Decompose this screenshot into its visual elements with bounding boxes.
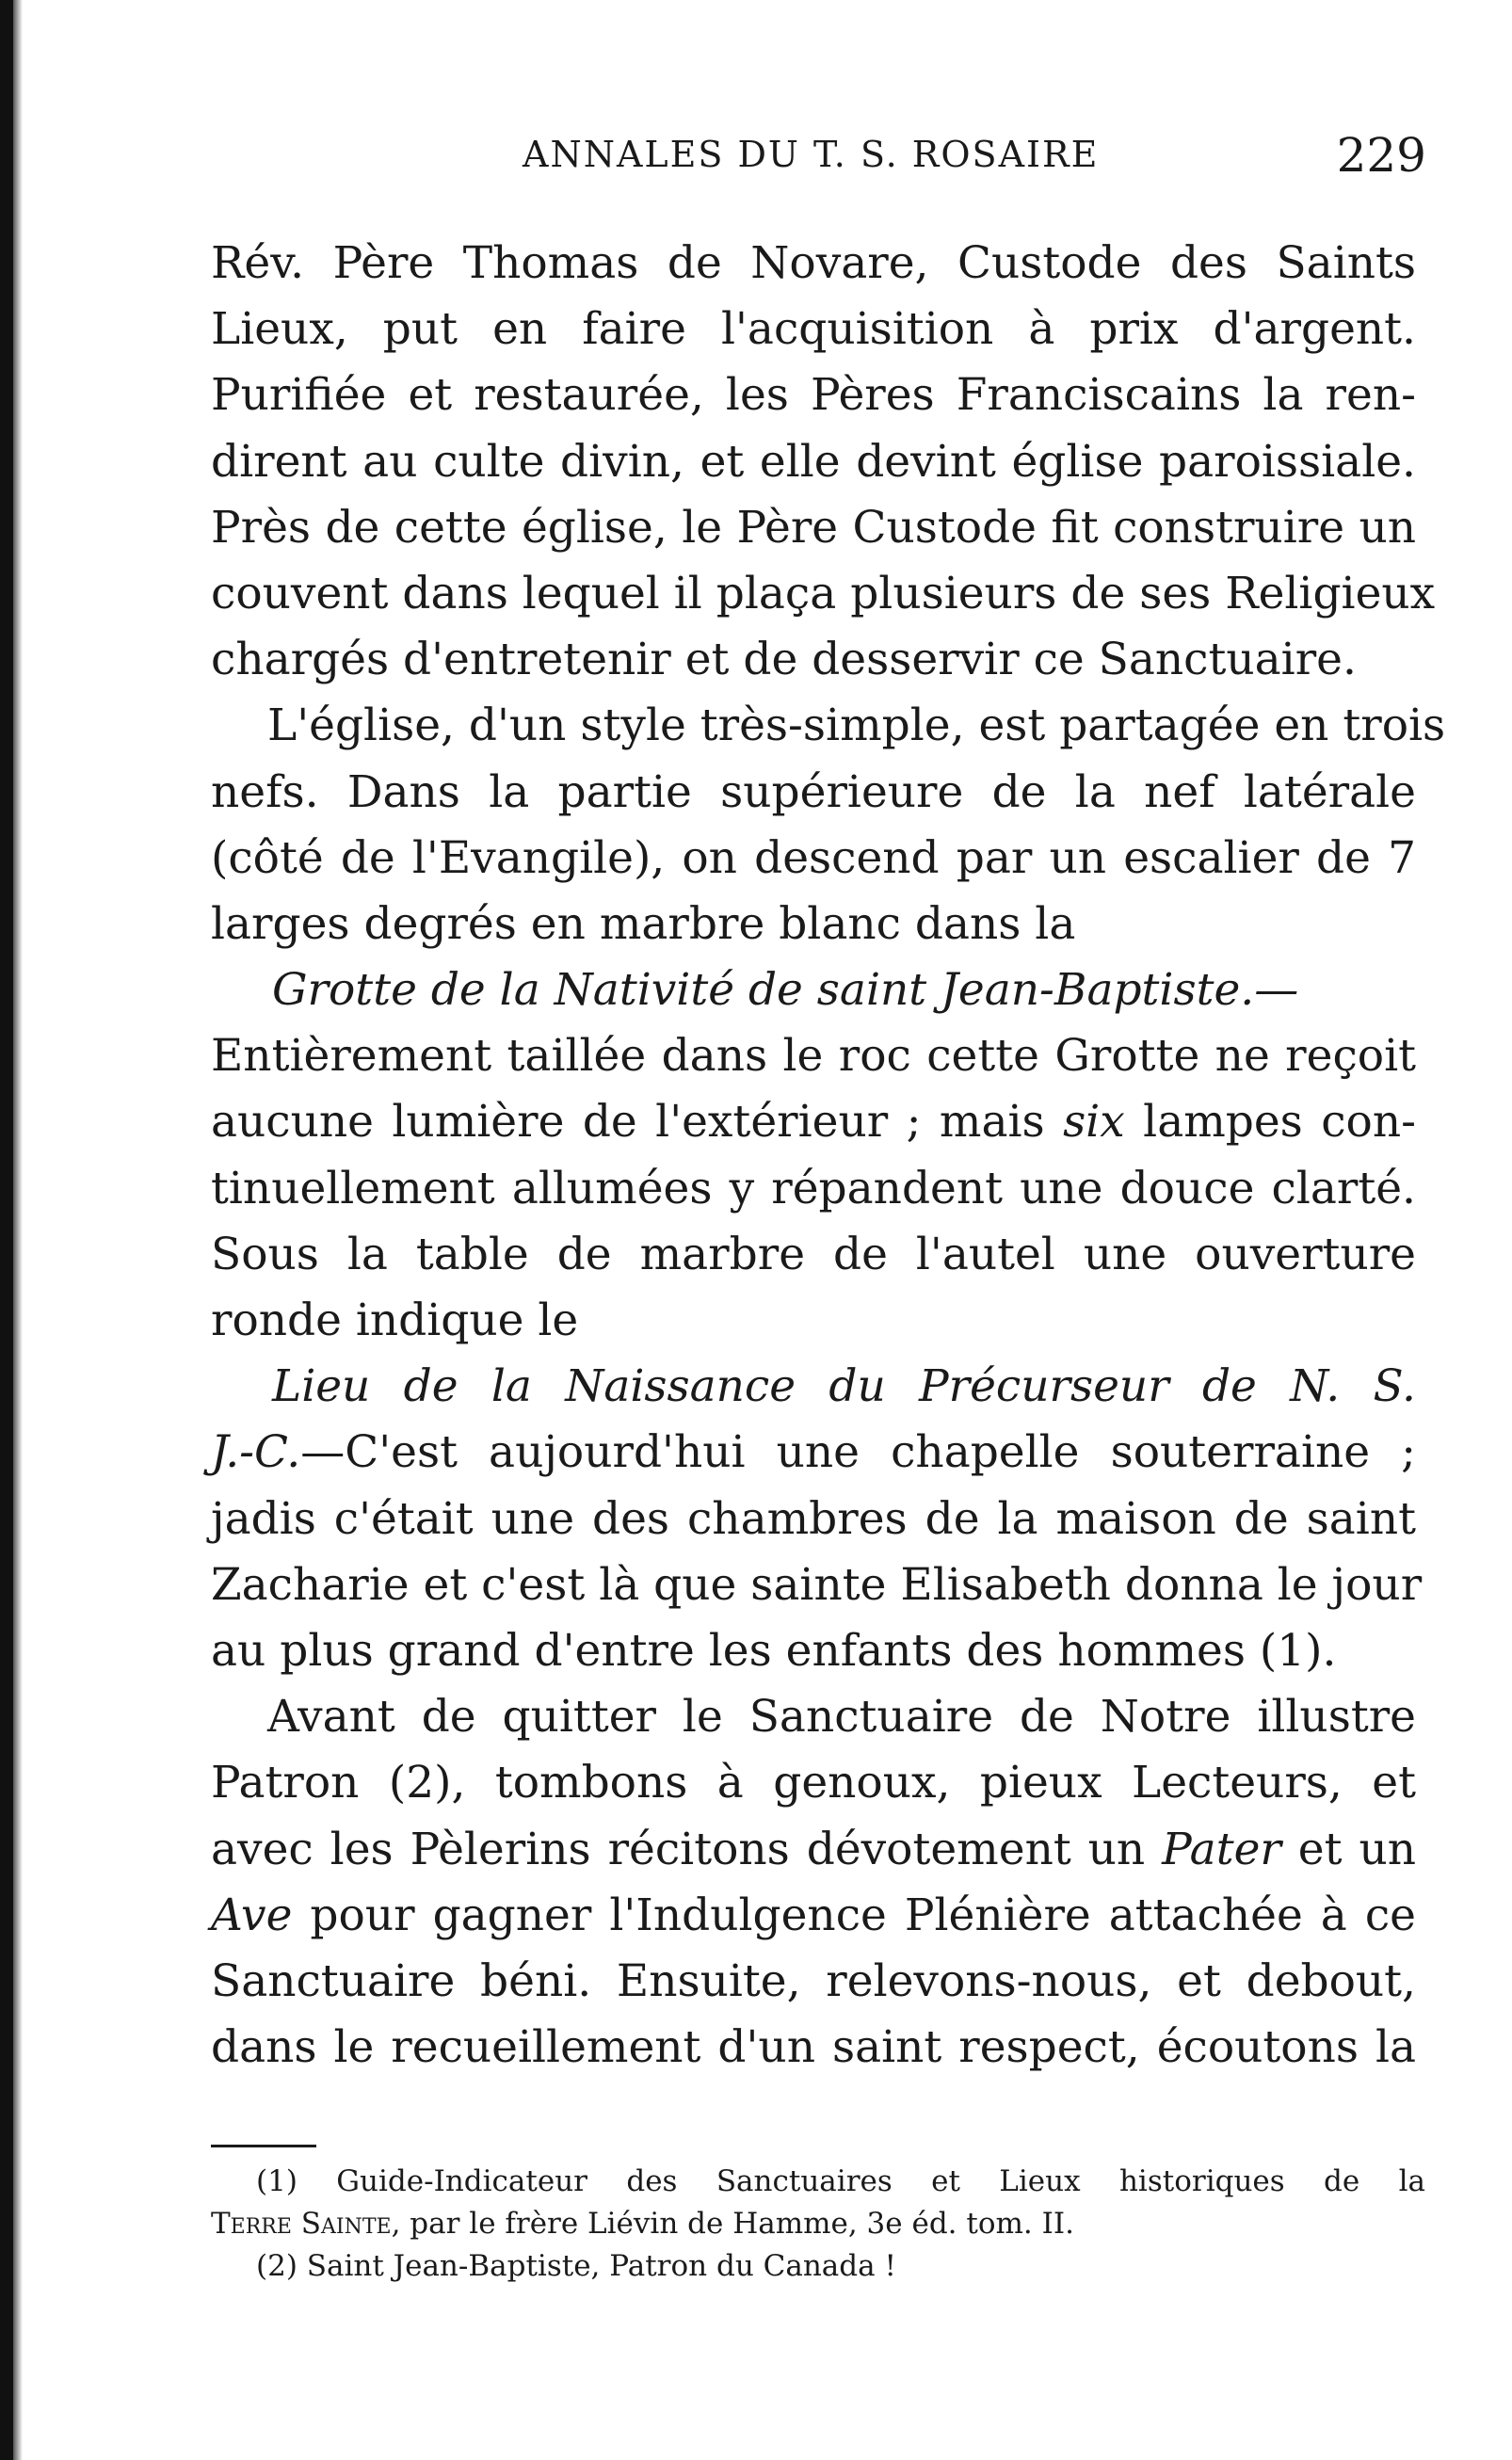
text-line: Sous la table de marbre de l'autel une ouverture	[211, 1228, 1416, 1280]
text-line: L'église, d'un style très-simple, est partagée en trois	[267, 699, 1446, 752]
text-line	[211, 1817, 1416, 1883]
text-line	[211, 1420, 1416, 1486]
text-fragment: , par le frère Liévin de Hamme, 3e éd. tom. II.	[391, 2207, 1074, 2241]
text-fragment: aucune lumière de l'extérieur ; mais	[211, 1096, 1064, 1149]
footnote-rule	[211, 2145, 316, 2147]
text-line: Sanctuaire béni. Ensuite, relevons-nous, et debout,	[211, 1954, 1416, 2007]
page-header	[523, 128, 1426, 190]
text-line: dirent au culte divin, et elle devint église paroissiale.	[211, 435, 1416, 488]
text-line: larges degrés en marbre blanc dans la	[211, 897, 1076, 950]
text-line	[211, 1089, 1416, 1155]
text-fragment: et un	[1280, 1823, 1416, 1875]
text-line: Près de cette église, le Père Custode fit construire un	[211, 501, 1416, 554]
emphasis-pater: Pater	[1162, 1823, 1281, 1875]
text-line: Purifiée et restaurée, les Pères Franciscains la ren-	[211, 369, 1416, 422]
text-line: au plus grand d'entre les enfants des hommes (1).	[211, 1624, 1337, 1677]
text-line: Patron (2), tombons à genoux, pieux Lecteurs, et	[211, 1757, 1416, 1809]
binding-edge	[0, 0, 13, 2460]
text-line	[211, 1883, 1416, 1949]
footnote-small-caps: Terre Sainte	[211, 2207, 392, 2241]
footnote-2: (2) Saint Jean-Baptiste, Patron du Canada !	[256, 2249, 896, 2283]
text-fragment: lampes con-	[1124, 1096, 1417, 1149]
section-heading-lieu: Lieu de la Naissance du Précurseur de N. S.	[272, 1360, 1416, 1413]
text-line: nefs. Dans la partie supérieure de la nef latérale	[211, 765, 1416, 818]
text-line: dans le recueillement d'un saint respect, écoutons la	[211, 2021, 1416, 2074]
text-line: (côté de l'Evangile), on descend par un escalier de 7	[211, 831, 1416, 884]
binding-shadow	[13, 0, 23, 2460]
emphasis-six: six	[1063, 1096, 1125, 1149]
text-line: couvent dans lequel il plaça plusieurs de ses Religieux	[211, 567, 1436, 619]
section-heading-grotte: Grotte de la Nativité de saint Jean-Baptiste.—	[272, 964, 1299, 1017]
footnote-1-continuation	[211, 2203, 1425, 2245]
text-line: jadis c'était une des chambres de la maison de saint	[211, 1492, 1416, 1545]
running-title: ANNALES DU T. S. ROSAIRE	[523, 134, 1100, 175]
text-line: tinuellement allumées y répandent une douce clarté.	[211, 1162, 1416, 1214]
text-line: Rév. Père Thomas de Novare, Custode des Saints	[211, 237, 1416, 289]
text-line: ronde indique le	[211, 1294, 579, 1346]
footnotes	[211, 2161, 1425, 2288]
footnote-1: (1) Guide-Indicateur des Sanctuaires et Lieux historiques de la	[256, 2164, 1425, 2198]
emphasis-ave: Ave	[211, 1889, 293, 1941]
text-line: Avant de quitter le Sanctuaire de Notre illustre	[267, 1691, 1416, 1744]
text-line: Zacharie et c'est là que sainte Elisabeth donna le jour	[211, 1558, 1423, 1611]
page-number: 229	[1336, 128, 1426, 183]
text-line: Lieux, put en faire l'acquisition à prix d'argent.	[211, 303, 1416, 356]
text-fragment: —C'est aujourd'hui une chapelle souterraine ;	[300, 1426, 1416, 1479]
text-fragment: pour gagner l'Indulgence Plénière attachée à ce	[292, 1889, 1416, 1941]
body-text	[211, 231, 1446, 2081]
text-line: Entièrement taillée dans le roc cette Grotte ne reçoit	[211, 1030, 1416, 1083]
text-fragment: avec les Pèlerins récitons dévotement un	[211, 1823, 1163, 1875]
text-line: chargés d'entretenir et de desservir ce Sanctuaire.	[211, 634, 1357, 686]
heading-continuation: J.-C.	[211, 1426, 301, 1479]
